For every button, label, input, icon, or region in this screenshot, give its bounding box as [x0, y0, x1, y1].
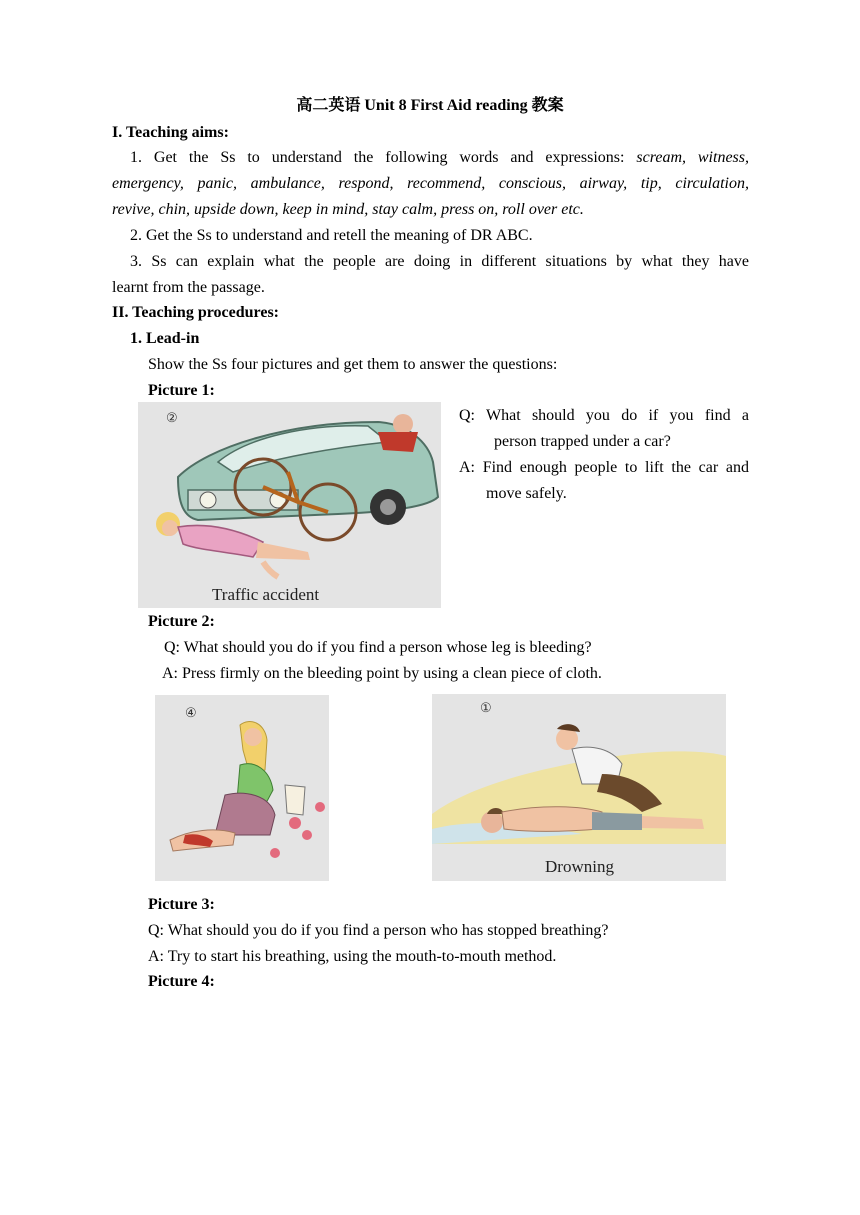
aim-1-words-2: emergency, panic, ambulance, respond, recommend, conscious, airway, tip, circulation, [112, 175, 749, 192]
aim-2: 2. Get the Ss to understand and retell the meaning of DR ABC. [130, 227, 533, 244]
lead-in-intro: Show the Ss four pictures and get them to answer the questions: [148, 356, 558, 373]
traffic-accident-image [138, 402, 441, 608]
picture-2-number: ④ [185, 705, 197, 720]
document-title: 高二英语 Unit 8 First Aid reading 教案 [296, 97, 564, 114]
drowning-caption: Drowning [545, 857, 614, 876]
picture-2-label: Picture 2: [148, 613, 215, 630]
drowning-image [432, 694, 726, 881]
aim-1-words-1: scream, witness, [636, 149, 750, 166]
picture-3-answer: A: Try to start his breathing, using the mouth-to-mouth method. [148, 948, 557, 965]
aim-3-line-1: 3. Ss can explain what the people are doing in different situations by what they have [130, 253, 749, 270]
bleeding-leg-image [155, 695, 329, 881]
aim-1-line-2 [112, 174, 749, 194]
picture-1-question-line-1: Q: What should you do if you find a [459, 407, 749, 424]
picture-1-question-line-2: person trapped under a car? [494, 433, 671, 450]
picture-1-label: Picture 1: [148, 382, 215, 399]
aim-1-prefix: 1. Get the Ss to understand the following words and expressions: [130, 149, 637, 166]
picture-1-number: ② [166, 410, 178, 425]
picture-2-answer: A: Press firmly on the bleeding point by using a clean piece of cloth. [162, 665, 602, 682]
picture-3-question: Q: What should you do if you find a person who has stopped breathing? [148, 922, 609, 939]
picture-1-answer-line-1: A: Find enough people to lift the car and [459, 459, 749, 476]
aim-1-line-1 [112, 148, 749, 168]
aim-1-line-3 [112, 200, 584, 220]
drowning-number: ① [480, 700, 492, 715]
picture-1-caption: Traffic accident [212, 585, 320, 604]
picture-3-label: Picture 3: [148, 896, 215, 913]
picture-1-answer-line-2: move safely. [486, 485, 567, 502]
aim-1-words-3: revive, chin, upside down, keep in mind, stay calm, press on, roll over etc. [112, 201, 584, 218]
section-heading-aims: I. Teaching aims: [112, 124, 229, 141]
aim-3-line-2: learnt from the passage. [112, 279, 265, 296]
picture-2-question: Q: What should you do if you find a person whose leg is bleeding? [164, 639, 592, 656]
subsection-lead-in: 1. Lead-in [130, 330, 200, 347]
picture-4-label: Picture 4: [148, 973, 215, 990]
section-heading-procedures: II. Teaching procedures: [112, 304, 279, 321]
